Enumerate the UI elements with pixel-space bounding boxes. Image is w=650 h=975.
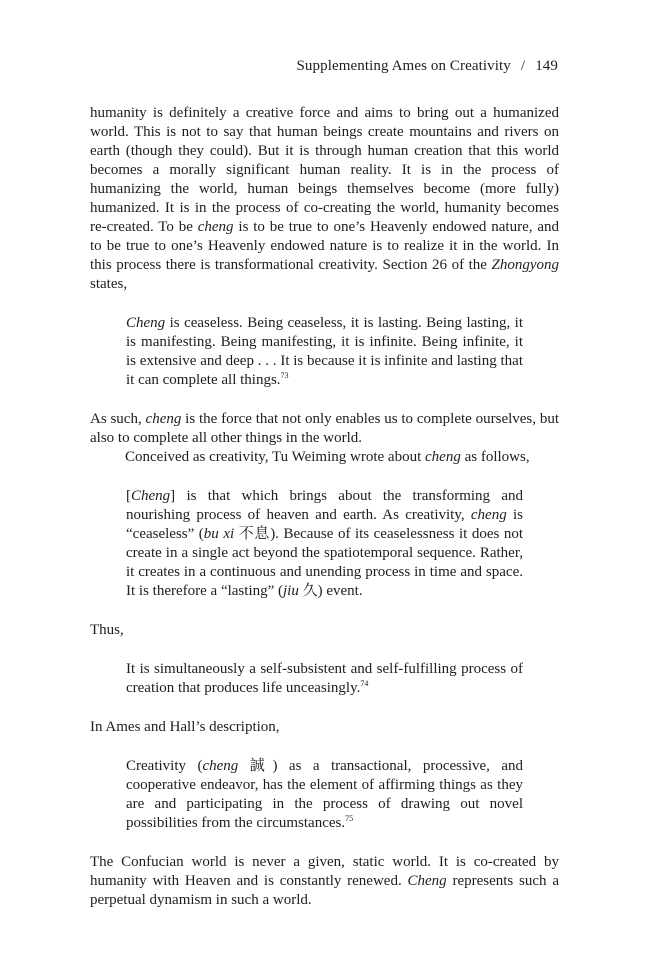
text-run: It is simultaneously a self-subsistent and self-fulfilling process of creation that produces life unceasingly. xyxy=(126,661,523,696)
text-run: 久) event. xyxy=(298,583,363,599)
text-run: ] is that which brings about the transforming and nourishing process of heaven and earth. As creativity, xyxy=(126,488,523,523)
body-text xyxy=(90,104,559,910)
footnote-ref[interactable]: 75 xyxy=(345,814,354,823)
italic-term: cheng xyxy=(425,449,461,465)
italic-term: Cheng xyxy=(131,488,171,504)
header-separator: / xyxy=(520,58,526,74)
text-run: Creativity ( xyxy=(126,758,203,774)
text-run: In Ames and Hall’s description, xyxy=(90,719,280,735)
italic-term: Cheng xyxy=(126,315,166,331)
italic-term: cheng xyxy=(202,758,239,774)
footnote-ref[interactable]: 74 xyxy=(360,679,369,688)
italic-term: jiu xyxy=(283,583,299,599)
text-run: Conceived as creativity, Tu Weiming wrote about xyxy=(125,449,425,465)
paragraph-2 xyxy=(90,410,559,448)
text-run: Thus, xyxy=(90,622,124,638)
block-quote-2 xyxy=(126,487,523,601)
block-quote-4 xyxy=(126,757,523,833)
block-quote-1 xyxy=(126,314,523,390)
text-run: humanity is definitely a creative force and aims to bring out a humanized world. This is not to say that human beings create mountains and rivers on earth (though they could). But it is through human creation that this world becomes a morally significant human reality. It is in the process of humanizing the world, human beings themselves become (more fully) humanized. It is in the process of co-creating the world, humanity becomes re-created. To be xyxy=(90,105,559,235)
paragraph-3 xyxy=(90,448,559,467)
text-run: represents such a perpetual dynamism in such a world. xyxy=(90,873,559,908)
page-number: 149 xyxy=(535,58,558,74)
running-title: Supplementing Ames on Creativity xyxy=(296,58,511,74)
text-run: states, xyxy=(90,276,128,292)
text-run: is the force that not only enables us to complete ourselves, but also to complete all other things in the world. xyxy=(90,411,559,446)
paragraph-5 xyxy=(90,718,559,737)
italic-term: cheng xyxy=(197,219,234,235)
footnote-ref[interactable]: 73 xyxy=(280,371,289,380)
paragraph-4 xyxy=(90,621,559,640)
paragraph-6 xyxy=(90,853,559,910)
italic-term: cheng xyxy=(145,411,182,427)
text-run: is to be true to one’s Heavenly endowed nature, and to be true to one’s Heavenly endowed nature is to realize it in the world. In this process there is transformational creativity. Section 26 of the xyxy=(90,219,559,273)
text-run: The Confucian world is never a given, static world. It is co-created by humanity with Heaven and is constantly renewed. xyxy=(90,854,559,889)
text-run: 不息). Because of its ceaselessness it does not create in a single act beyond the spatiotemporal sequence. Rather, it creates in a continuous and unending process in time and space. It is therefore a “lasting” ( xyxy=(126,526,523,599)
italic-term: cheng xyxy=(470,507,507,523)
block-quote-3 xyxy=(126,660,523,698)
text-run: 誠) as a transactional, processive, and cooperative endeavor, has the element of affirming things as they are and participating in the process of drawing out novel possibilities from the circumstances. xyxy=(126,758,524,831)
italic-title: Zhongyong xyxy=(491,257,559,273)
text-run: is “ceaseless” ( xyxy=(126,507,523,542)
italic-term: Cheng xyxy=(407,873,447,889)
text-run: as follows, xyxy=(460,449,530,465)
text-run: [ xyxy=(126,488,131,504)
running-header xyxy=(296,58,558,75)
text-run: is ceaseless. Being ceaseless, it is lasting. Being lasting, it is manifesting. Being manifesting, it is infinite. Being infinite, it is extensive and deep . . . It is because it is infinite and lasting that it can complete all things. xyxy=(126,315,523,388)
text-run: As such, xyxy=(90,411,146,427)
paragraph-1 xyxy=(90,104,559,294)
italic-term: bu xi xyxy=(203,526,235,542)
